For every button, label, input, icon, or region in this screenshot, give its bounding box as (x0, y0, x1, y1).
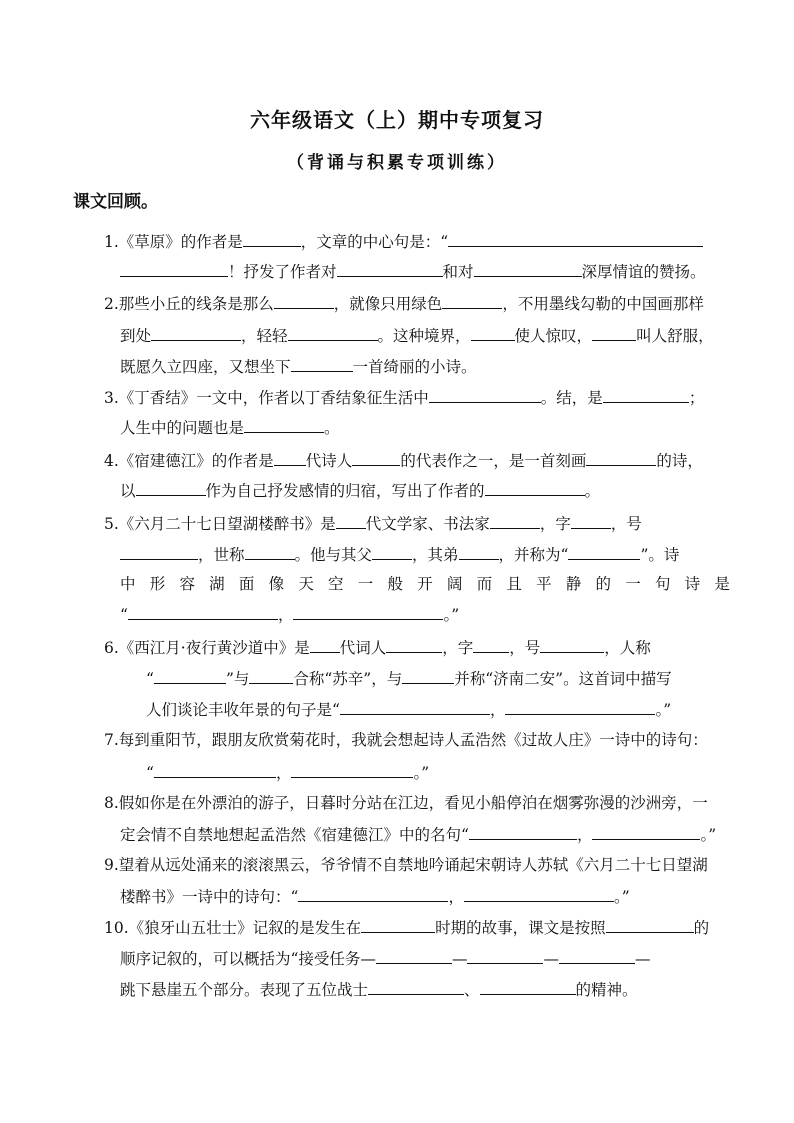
answer-blank[interactable] (244, 415, 324, 433)
answer-blank[interactable] (337, 259, 443, 277)
question-1-line-1: 1.《草原》的作者是 ，文章的中心句是：“ (104, 229, 730, 254)
page-subtitle: （背诵与积累专项训练） (287, 153, 507, 173)
answer-blank[interactable] (293, 602, 443, 620)
question-5-line-2: ，世称 。他与其父 ，其弟 ，并称为“ ”。诗 (120, 542, 730, 567)
page-title: 六年级语文（上）期中专项复习 (250, 108, 544, 132)
question-10-line-2: 顺序记叙的，可以概括为“接受任务— — — — (120, 946, 730, 971)
answer-blank[interactable] (571, 511, 611, 529)
answer-blank[interactable] (154, 666, 226, 684)
answer-blank[interactable] (249, 666, 293, 684)
question-5-line-4: “ ， 。” (120, 602, 730, 627)
answer-blank[interactable] (352, 448, 400, 466)
answer-blank[interactable] (568, 542, 640, 560)
answer-blank[interactable] (467, 946, 543, 964)
answer-blank[interactable] (471, 323, 515, 341)
question-3-line-1: 3.《丁香结》一文中，作者以丁香结象征生活中 。结，是 ； (104, 385, 730, 410)
answer-blank[interactable] (340, 697, 490, 715)
answer-blank[interactable] (464, 884, 614, 902)
question-6-line-1: 6.《西江月·夜行黄沙道中》是 代词人 ，字 ，号 ，人称 (104, 635, 730, 660)
answer-blank[interactable] (368, 977, 464, 995)
question-7-line-2: “ ， 。” (146, 760, 730, 785)
answer-blank[interactable] (376, 946, 452, 964)
answer-blank[interactable] (505, 697, 655, 715)
answer-blank[interactable] (274, 448, 306, 466)
answer-blank[interactable] (592, 822, 700, 840)
answer-blank[interactable] (361, 915, 435, 933)
answer-blank[interactable] (372, 542, 412, 560)
answer-blank[interactable] (448, 229, 703, 247)
question-5-line-1: 5.《六月二十七日望湖楼醉书》是 代文学家、书法家 ，字 ，号 (104, 511, 730, 536)
answer-blank[interactable] (559, 946, 635, 964)
question-6-line-3: 人们谈论丰收年景的句子是“ ， 。” (146, 697, 730, 722)
answer-blank[interactable] (473, 635, 509, 653)
question-8-line-2: 定会情不自禁地想起孟浩然《宿建德江》中的名句“ ， 。” (120, 822, 730, 847)
answer-blank[interactable] (603, 385, 689, 403)
question-4-line-1: 4.《宿建德江》的作者是 代诗人 的代表作之一，是一首刻画 的诗， (104, 448, 730, 473)
question-9-line-2: 楼醉书》一诗中的诗句：“ ， 。” (120, 884, 730, 909)
answer-blank[interactable] (154, 760, 276, 778)
answer-blank[interactable] (120, 542, 198, 560)
question-9-line-1: 9.望着从远处涌来的滚滚黑云，爷爷情不自禁地吟诵起宋朝诗人苏轼《六月二十七日望湖 (104, 856, 708, 874)
answer-blank[interactable] (136, 478, 206, 496)
answer-blank[interactable] (469, 822, 577, 840)
section-heading: 课文回顾。 (73, 192, 158, 212)
question-3-line-2: 人生中的问题也是 。 (120, 415, 730, 440)
question-2-line-1: 2.那些小丘的线条是那么 ，就像只用绿色 ，不用墨线勾勒的中国画那样 (104, 291, 730, 316)
answer-blank[interactable] (288, 323, 378, 341)
answer-blank[interactable] (592, 323, 636, 341)
answer-blank[interactable] (310, 635, 340, 653)
answer-blank[interactable] (298, 884, 448, 902)
question-5-line-3: 中 形 容 湖 面 像 天 空 一 般 开 阔 而 且 平 静 的 一 句 诗 是 (120, 575, 730, 593)
question-10-line-1: 10.《狼牙山五壮士》记叙的是发生在 时期的故事，课文是按照 的 (104, 915, 730, 940)
answer-blank[interactable] (480, 977, 576, 995)
answer-blank[interactable] (540, 635, 604, 653)
question-6-line-2: “ ”与 合称“苏辛”，与 并称“济南二安”。这首词中描写 (146, 666, 730, 691)
answer-blank[interactable] (151, 323, 241, 341)
question-2-line-2: 到处 ，轻轻 。这种境界， 使人惊叹， 叫人舒服， (120, 323, 730, 348)
question-10-line-3: 跳下悬崖五个部分。表现了五位战士 、 的精神。 (120, 977, 730, 1002)
answer-blank[interactable] (291, 760, 413, 778)
answer-blank[interactable] (474, 259, 582, 277)
answer-blank[interactable] (459, 542, 499, 560)
answer-blank[interactable] (274, 291, 334, 309)
answer-blank[interactable] (442, 291, 502, 309)
answer-blank[interactable] (128, 602, 278, 620)
answer-blank[interactable] (291, 354, 353, 372)
question-7-line-1: 7.每到重阳节，跟朋友欣赏菊花时，我就会想起诗人孟浩然《过故人庄》一诗中的诗句： (104, 731, 708, 749)
answer-blank[interactable] (586, 448, 656, 466)
answer-blank[interactable] (429, 385, 541, 403)
question-1-line-2: ！抒发了作者对 和对 深厚情谊的赞扬。 (120, 259, 730, 284)
answer-blank[interactable] (386, 635, 442, 653)
question-2-line-3: 既愿久立四座，又想坐下 一首绮丽的小诗。 (120, 354, 730, 379)
answer-blank[interactable] (336, 511, 366, 529)
answer-blank[interactable] (402, 666, 454, 684)
answer-blank[interactable] (485, 478, 585, 496)
question-8-line-1: 8.假如你是在外漂泊的游子，日暮时分站在江边，看见小船停泊在烟雾弥漫的沙洲旁，一 (104, 794, 708, 812)
answer-blank[interactable] (245, 542, 295, 560)
answer-blank[interactable] (606, 915, 694, 933)
question-4-line-2: 以 作为自己抒发感情的归宿，写出了作者的 。 (120, 478, 730, 503)
answer-blank[interactable] (243, 229, 301, 247)
answer-blank[interactable] (490, 511, 540, 529)
answer-blank[interactable] (120, 259, 228, 277)
